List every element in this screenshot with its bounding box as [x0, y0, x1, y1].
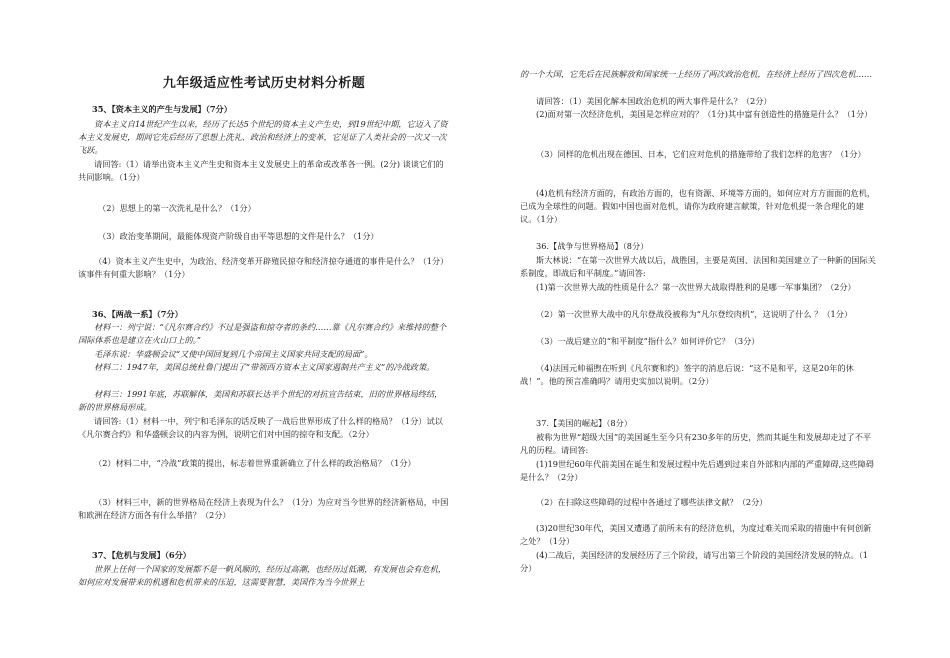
q37b-question-4: (4)二战后，美国经济的发展经历了三个阶段，请写出第三个阶段的美国经济发展的特点。（1分） [520, 550, 869, 574]
q37-question-4: (4)危机有经济方面的，有政治方面的，也有资源、环境等方面的，如何应对方方面面的危机，已成为全球性的问题。假如中国也面对危机，请你为政府建言献策，针对危机提一条合理化的建议。（1分） [520, 188, 876, 225]
q37-intro: 世界上任何一个国家的发展都不是一帆风顺的，经历过高潮，也经历过低潮，有发展也会有危机，如何应对发展带来的机遇和危机带来的压迫，这需要智慧，美国作为当今世界上 [78, 564, 447, 588]
q37-question-2: (2)面对第一次经济危机，美国是怎样应对的？（1分)其中富有创造性的措施是什么？（1分） [536, 109, 873, 119]
q36-material-1b: 毛泽东说：华盛顿会议“又使中国回复到几个帝国主义国家共同支配的局面”。 [94, 349, 373, 359]
q37b-question-3: (3)20世纪30年代，美国又遭遇了前所未有的经济危机，为度过难关而采取的措施中有何创新之处？（1分） [520, 523, 872, 547]
q36b-question-1: (1)第一次世界大战的性质是什么？第一次世界大战取得胜利的是哪一军事集团？（2分） [536, 282, 856, 292]
page-title: 九年级适应性考试历史材料分析题 [162, 76, 366, 91]
q36-material-1: 材料一：列宁说：“《凡尔赛合约》不过是强盗和掠夺者的条约……靠《凡尔赛合约》来维持的整个国际体系也是建立在火山口上的。” [78, 322, 447, 346]
q35-question-4: （4）资本主义产生史中，为政治、经济变革开辟殖民掠夺和经济掠夺通道的事件是什么？（1分）该事件有何重大影响？（1分） [78, 256, 449, 280]
q36-material-3: 材料三：1991年底，苏联解体，美国和苏联长达半个世纪的对抗宣告结束，旧的世界格局终结，新的世界格局形成。 [78, 389, 443, 413]
q35-question-1: 请回答:（1）请举出资本主义产生史和资本主义发展史上的革命或改革各一例。(2分) 谈谈它们的共同影响。（1分） [78, 159, 444, 183]
q35-question-2: （2）思想上的第一次洗礼是什么？（1分） [98, 203, 256, 213]
q35-title: 35、【资本主义的产生与发展】（7分） [92, 104, 232, 114]
q37-continued: 的一个大国，它先后在民族解放和国家统一上经历了两次政治危机，在经济上经历了四次危机…… [520, 69, 873, 79]
q36-material-2: 材料二：1947年，美国总统杜鲁门提出了“带领西方资本主义国家遏制共产主义”的冷战政策。 [94, 362, 435, 372]
q37-title: 37、【危机与发展】（6分） [92, 550, 191, 560]
q37-question-1: 请回答：（1）美国化解本国政治危机的两大事件是什么？（2分） [536, 96, 772, 106]
q37b-intro: 被称为世界“超级大国”的美国诞生至今只有230多年的历史，然而其诞生和发展却走过了不平凡的历程。请回答: [520, 432, 872, 456]
q37-question-3: （3）同样的危机出现在德国、日本，它们应对危机的措施带给了我们怎样的危害？（1分） [536, 149, 866, 159]
q37b-question-1: (1)19世纪60年代前美国在诞生和发展过程中先后遇到过来自外部和内部的严重障碍,这些障碍是什么？（2分） [520, 459, 874, 483]
q36b-question-4: （4)法国元帅福煦在听到《凡尔赛和约》签字的消息后说：“这不是和平，这是20年的休战！”。他的预言准确吗？请用史实加以说明。（2分） [520, 363, 854, 387]
q36-question-3: （3）材料三中，新的世界格局在经济上表现为什么？（1分）为应对当今世界的经济新格局，中国和欧洲在经济方面各有什么举措？（2分） [78, 497, 449, 521]
q36b-intro: 斯大林说：“在第一次世界大战以后，战胜国，主要是英国、法国和美国建立了一种新的国际关系制度，即战后和平制度。”请回答: [520, 255, 876, 279]
q36-question-2: （2）材料二中，“冷战”政策的提出，标志着世界重新确立了什么样的政治格局？（1分） [94, 458, 416, 468]
q37b-question-2: （2）在扫除这些障碍的过程中各通过了哪些法律文献？（2分） [536, 497, 768, 507]
q36b-question-2: （2）第一次世界大战中的凡尔登战役被称为“凡尔登绞肉机”，这说明了什么 ？（1分） [536, 309, 853, 319]
q35-question-3: （3）政治变革期间，最能体现资产阶级自由平等思想的文件是什么？（1分） [98, 231, 379, 241]
q36-question-1: 请回答:（1）材料一中，列宁和毛泽东的话反映了一战后世界形成了什么样的格局？（1分）试以《凡尔赛合约》和华盛顿会议的内容为例，说明它们对中国的掠夺和支配。（2分） [78, 416, 443, 440]
q36b-question-3: （3）一战后建立的“和平制度”指什么？如何评价它？（3分） [536, 336, 760, 346]
q36-title: 36、【两战一系】（7分） [92, 309, 183, 319]
q37b-title: 37.【美国的崛起】（8分） [536, 418, 633, 428]
q35-intro: 资本主义自14世纪产生以来，经历了长达5个世纪的资本主义产生史，到19世纪中期，它迈入了资本主义发展史，期间它先后经历了思想上洗礼、政治和经济上的变革，它见证了人类社会的一次又一次飞跃。 [78, 119, 448, 156]
q36b-title: 36.【战争与世界格局】（8分） [536, 241, 649, 251]
